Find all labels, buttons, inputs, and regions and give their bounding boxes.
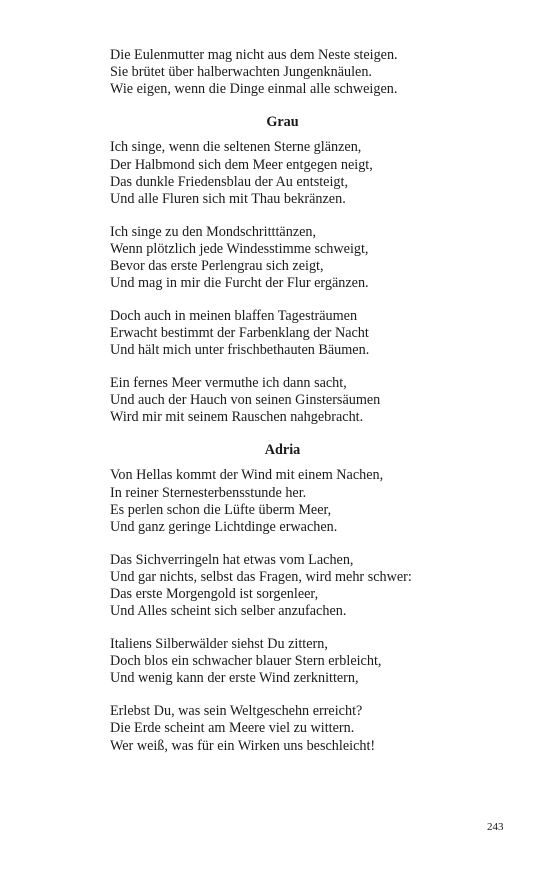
verse-line: In reiner Sternesterbensstunde her.: [110, 484, 307, 501]
verse-line: Und auch der Hauch von seinen Ginstersäumen: [110, 392, 381, 409]
poem-adria: [110, 442, 455, 755]
verse-line: Doch blos ein schwacher blauer Stern erbleicht,: [110, 653, 382, 670]
verse-line: Und Alles scheint sich selber anzufachen.: [110, 603, 347, 620]
verse-line: Wird mir mit seinem Rauschen nahgebracht.: [110, 409, 364, 426]
verse-line: Wenn plötzlich jede Windesstimme schweigt,: [110, 240, 369, 257]
verse-line: Sie brütet über halberwachten Jungenknäulen.: [110, 64, 372, 81]
verse-line: Die Erde scheint am Meere viel zu wittern.: [110, 720, 355, 737]
verse-line: Das erste Morgengold ist sorgenleer,: [110, 586, 319, 603]
verse-line: Ein fernes Meer vermuthe ich dann sacht,: [110, 375, 347, 392]
verse-line: Italiens Silberwälder siehst Du zittern,: [110, 635, 328, 652]
page-text: [110, 47, 455, 770]
stanza: [110, 636, 455, 688]
stanza: [110, 308, 455, 360]
opening-stanza: [110, 47, 455, 99]
verse-line: Von Hellas kommt der Wind mit einem Nachen,: [110, 467, 384, 484]
verse-line: Und gar nichts, selbst das Fragen, wird mehr schwer:: [110, 568, 412, 585]
verse-line: Doch auch in meinen blaffen Tagesträumen: [110, 307, 358, 324]
verse-line: Wer weiß, was für ein Wirken uns beschleicht!: [110, 737, 376, 754]
verse-line: Und mag in mir die Furcht der Flur ergänzen.: [110, 275, 369, 292]
stanza: [110, 552, 455, 621]
verse-line: Die Eulenmutter mag nicht aus dem Neste steigen.: [110, 47, 398, 63]
verse-line: Wie eigen, wenn die Dinge einmal alle schweigen.: [110, 81, 398, 98]
verse-line: Es perlen schon die Lüfte überm Meer,: [110, 501, 332, 518]
verse-line: Erlebst Du, was sein Weltgeschehn erreicht?: [110, 703, 363, 720]
verse-line: Ich singe, wenn die seltenen Sterne glänzen,: [110, 139, 362, 156]
verse-line: Das dunkle Friedensblau der Au entsteigt,: [110, 173, 348, 190]
verse-line: Und hält mich unter frischbethauten Bäumen.: [110, 342, 370, 359]
verse-line: Ich singe zu den Mondschritttänzen,: [110, 223, 317, 240]
verse-line: Das Sichverringeln hat etwas vom Lachen,: [110, 551, 354, 568]
verse-line: Und ganz geringe Lichtdinge erwachen.: [110, 518, 338, 535]
stanza: [110, 224, 455, 293]
stanza: [110, 467, 455, 536]
verse-line: Und wenig kann der erste Wind zerknittern,: [110, 670, 359, 687]
verse-line: Und alle Fluren sich mit Thau bekränzen.: [110, 190, 346, 207]
poem-title: Adria: [264, 442, 301, 459]
verse-line: Der Halbmond sich dem Meer entgegen neigt,: [110, 156, 373, 173]
page-number: 243: [487, 821, 504, 833]
poem-grau: [110, 114, 455, 427]
stanza: [110, 375, 455, 427]
poem-title: Grau: [266, 114, 299, 131]
stanza: [110, 703, 455, 755]
verse-line: Erwacht bestimmt der Farbenklang der Nacht: [110, 325, 369, 342]
stanza: [110, 139, 455, 208]
verse-line: Bevor das erste Perlengrau sich zeigt,: [110, 258, 324, 275]
